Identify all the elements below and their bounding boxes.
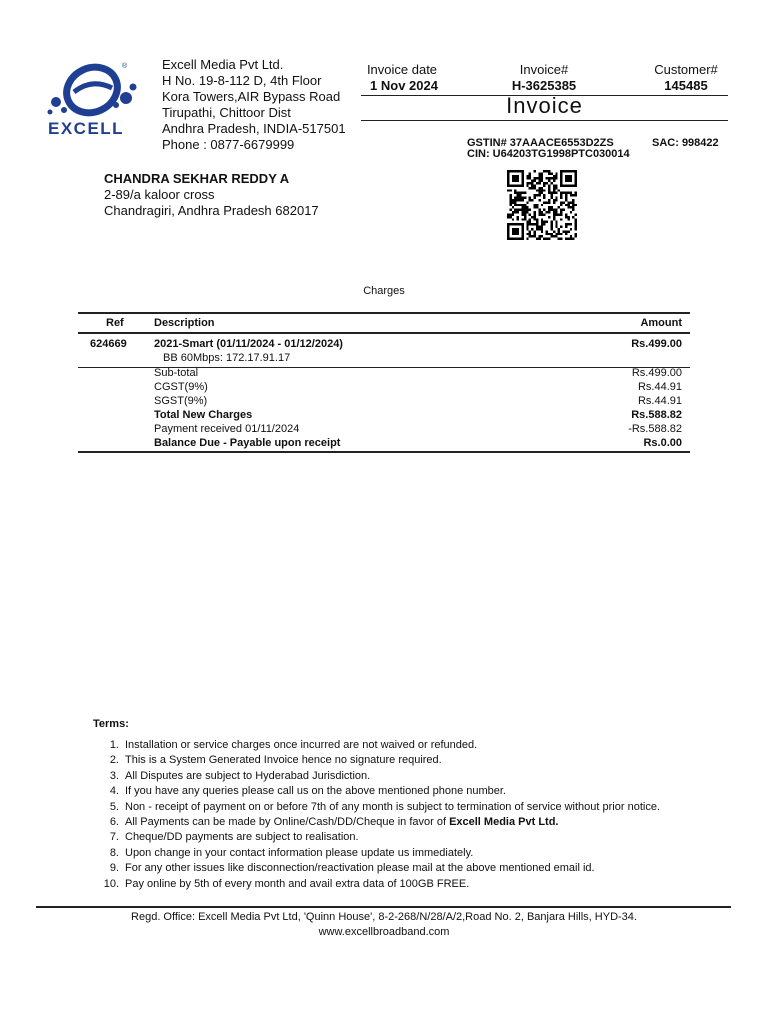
table-header-rule — [78, 332, 690, 334]
summary-label: Sub-total — [154, 367, 199, 379]
summary-label: Balance Due - Payable upon receipt — [154, 437, 341, 449]
terms-title: Terms: — [93, 718, 129, 730]
qr-code — [507, 170, 577, 240]
terms-item — [93, 861, 733, 876]
footer — [0, 910, 768, 940]
invoice-number-value: H-3625385 — [511, 78, 577, 93]
terms-item-text — [125, 738, 477, 753]
terms-item-text-body: All Disputes are subject to Hyderabad Jurisdiction. — [125, 769, 371, 782]
company-name: Excell Media Pvt Ltd. — [162, 57, 284, 72]
terms-item-number: 3. — [109, 769, 119, 782]
cin: CIN: U64203TG1998PTC030014 — [467, 148, 630, 160]
terms-item-text — [125, 784, 506, 799]
terms-company-name: Excell Media Pvt Ltd. — [449, 815, 559, 828]
customer-number-label: Customer# — [654, 62, 718, 77]
terms-item-text-body: Pay online by 5th of every month and avail extra data of 100GB FREE. — [125, 877, 470, 890]
terms-item — [93, 753, 733, 768]
terms-item-number: 10. — [103, 877, 119, 890]
footer-rule — [36, 906, 731, 908]
customer-block — [104, 171, 319, 219]
table-top-rule — [78, 312, 690, 314]
invoice-date-value: 1 Nov 2024 — [370, 78, 438, 93]
summary-row — [78, 394, 690, 408]
terms-item-text-body: Cheque/DD payments are subject to realisation. — [125, 831, 359, 844]
item-detail: BB 60Mbps: 172.17.91.17 — [163, 352, 291, 364]
item-amount: Rs.499.00 — [631, 338, 682, 350]
terms-item — [93, 769, 733, 784]
registered-office: Regd. Office: Excell Media Pvt Ltd, 'Quinn House', 8-2-268/N/28/A/2,Road No. 2, Banjara Hills, HYD-34. — [131, 911, 637, 923]
item-ref: 624669 — [90, 338, 127, 350]
charges-title: Charges — [363, 285, 405, 297]
terms-item — [93, 800, 733, 815]
terms-item-text — [125, 830, 359, 845]
terms-item-number: 9. — [109, 862, 119, 875]
customer-name: CHANDRA SEKHAR REDDY A — [104, 171, 290, 186]
summary-row — [78, 422, 690, 436]
customer-address-line: 2-89/a kaloor cross — [104, 187, 215, 202]
invoice-number-label: Invoice# — [519, 62, 569, 77]
summary-label: Payment received 01/11/2024 — [154, 423, 300, 435]
terms-item-text — [125, 769, 370, 784]
logo-wordmark: EXCELL — [48, 119, 125, 138]
company-address-line: H No. 19-8-112 D, 4th Floor — [162, 73, 322, 88]
header-amount: Amount — [640, 317, 682, 329]
terms-item — [93, 846, 733, 861]
terms-item-text — [125, 800, 660, 815]
header-ref: Ref — [106, 317, 124, 329]
terms-item-number: 4. — [109, 785, 119, 798]
registered-mark: ® — [122, 63, 128, 70]
terms-item-text — [125, 815, 558, 830]
terms-item-text — [125, 753, 442, 768]
invoice-date-label: Invoice date — [366, 62, 438, 77]
summary-amount: -Rs.588.82 — [628, 423, 682, 435]
summary-row — [78, 380, 690, 394]
summary-amount: Rs.588.82 — [631, 409, 682, 421]
company-phone: Phone : 0877-6679999 — [162, 137, 295, 152]
terms-item-text — [125, 877, 469, 892]
table-row — [78, 337, 690, 351]
company-address — [162, 57, 346, 153]
terms-item-number: 2. — [109, 754, 119, 767]
terms-item — [93, 877, 733, 892]
item-description: 2021-Smart (01/11/2024 - 01/12/2024) — [154, 338, 343, 350]
terms-item-number: 8. — [109, 846, 119, 859]
table-bottom-rule — [78, 451, 690, 453]
website-link[interactable]: www.excellbroadband.com — [318, 926, 450, 938]
terms-item-text — [125, 861, 595, 876]
terms-item — [93, 815, 733, 830]
terms-item-text — [125, 846, 473, 861]
summary-rows — [78, 366, 690, 450]
terms-item-number: 7. — [109, 831, 119, 844]
table-header-row — [78, 316, 690, 330]
terms-item-number: 1. — [109, 739, 119, 751]
sac-code: SAC: 998422 — [652, 137, 719, 149]
terms-item — [93, 830, 733, 845]
terms-item-text-body: This is a System Generated Invoice hence no signature required. — [125, 754, 442, 767]
summary-label: Total New Charges — [154, 409, 253, 421]
gstin: GSTIN# 37AAACE6553D2ZS — [467, 137, 614, 149]
terms-item — [93, 784, 733, 799]
terms-item-text-body: Installation or service charges once incurred are not waived or refunded. — [125, 739, 478, 751]
summary-label: CGST(9%) — [154, 381, 208, 393]
header-divider — [361, 120, 728, 121]
summary-amount: Rs.44.91 — [637, 395, 682, 407]
terms-item-text-body: All Payments can be made by Online/Cash/DD/Cheque in favor of — [125, 815, 450, 828]
terms-item-text-body: For any other issues like disconnection/reactivation please mail at the above mentioned email id. — [125, 862, 595, 875]
company-address-line: Andhra Pradesh, INDIA-517501 — [162, 121, 346, 136]
invoice-title — [361, 93, 728, 119]
terms-list — [93, 738, 733, 892]
summary-amount: Rs.44.91 — [637, 381, 682, 393]
summary-label: SGST(9%) — [154, 395, 208, 407]
terms-item — [93, 738, 733, 753]
terms-item-text-body: Non - receipt of payment on or before 7th of any month is subject to termination of service without prior notice. — [125, 800, 660, 813]
summary-row — [78, 408, 690, 422]
customer-number-value: 145485 — [664, 78, 708, 93]
header-description: Description — [154, 317, 215, 329]
company-address-line: Tirupathi, Chittoor Dist — [162, 105, 291, 120]
customer-address-line: Chandragiri, Andhra Pradesh 682017 — [104, 203, 319, 218]
company-address-line: Kora Towers,AIR Bypass Road — [162, 89, 341, 104]
summary-row — [78, 436, 690, 450]
summary-amount: Rs.499.00 — [631, 367, 682, 379]
table-row-detail — [78, 351, 690, 365]
terms-item-number: 6. — [109, 815, 119, 828]
invoice-title-text: Invoice — [506, 93, 583, 118]
terms-item-text-body: If you have any queries please call us on the above mentioned phone number. — [125, 785, 506, 798]
terms-item-number: 5. — [109, 800, 119, 813]
summary-row — [78, 366, 690, 380]
summary-amount: Rs.0.00 — [643, 437, 682, 449]
terms-item-text-body: Upon change in your contact information please update us immediately. — [125, 846, 474, 859]
